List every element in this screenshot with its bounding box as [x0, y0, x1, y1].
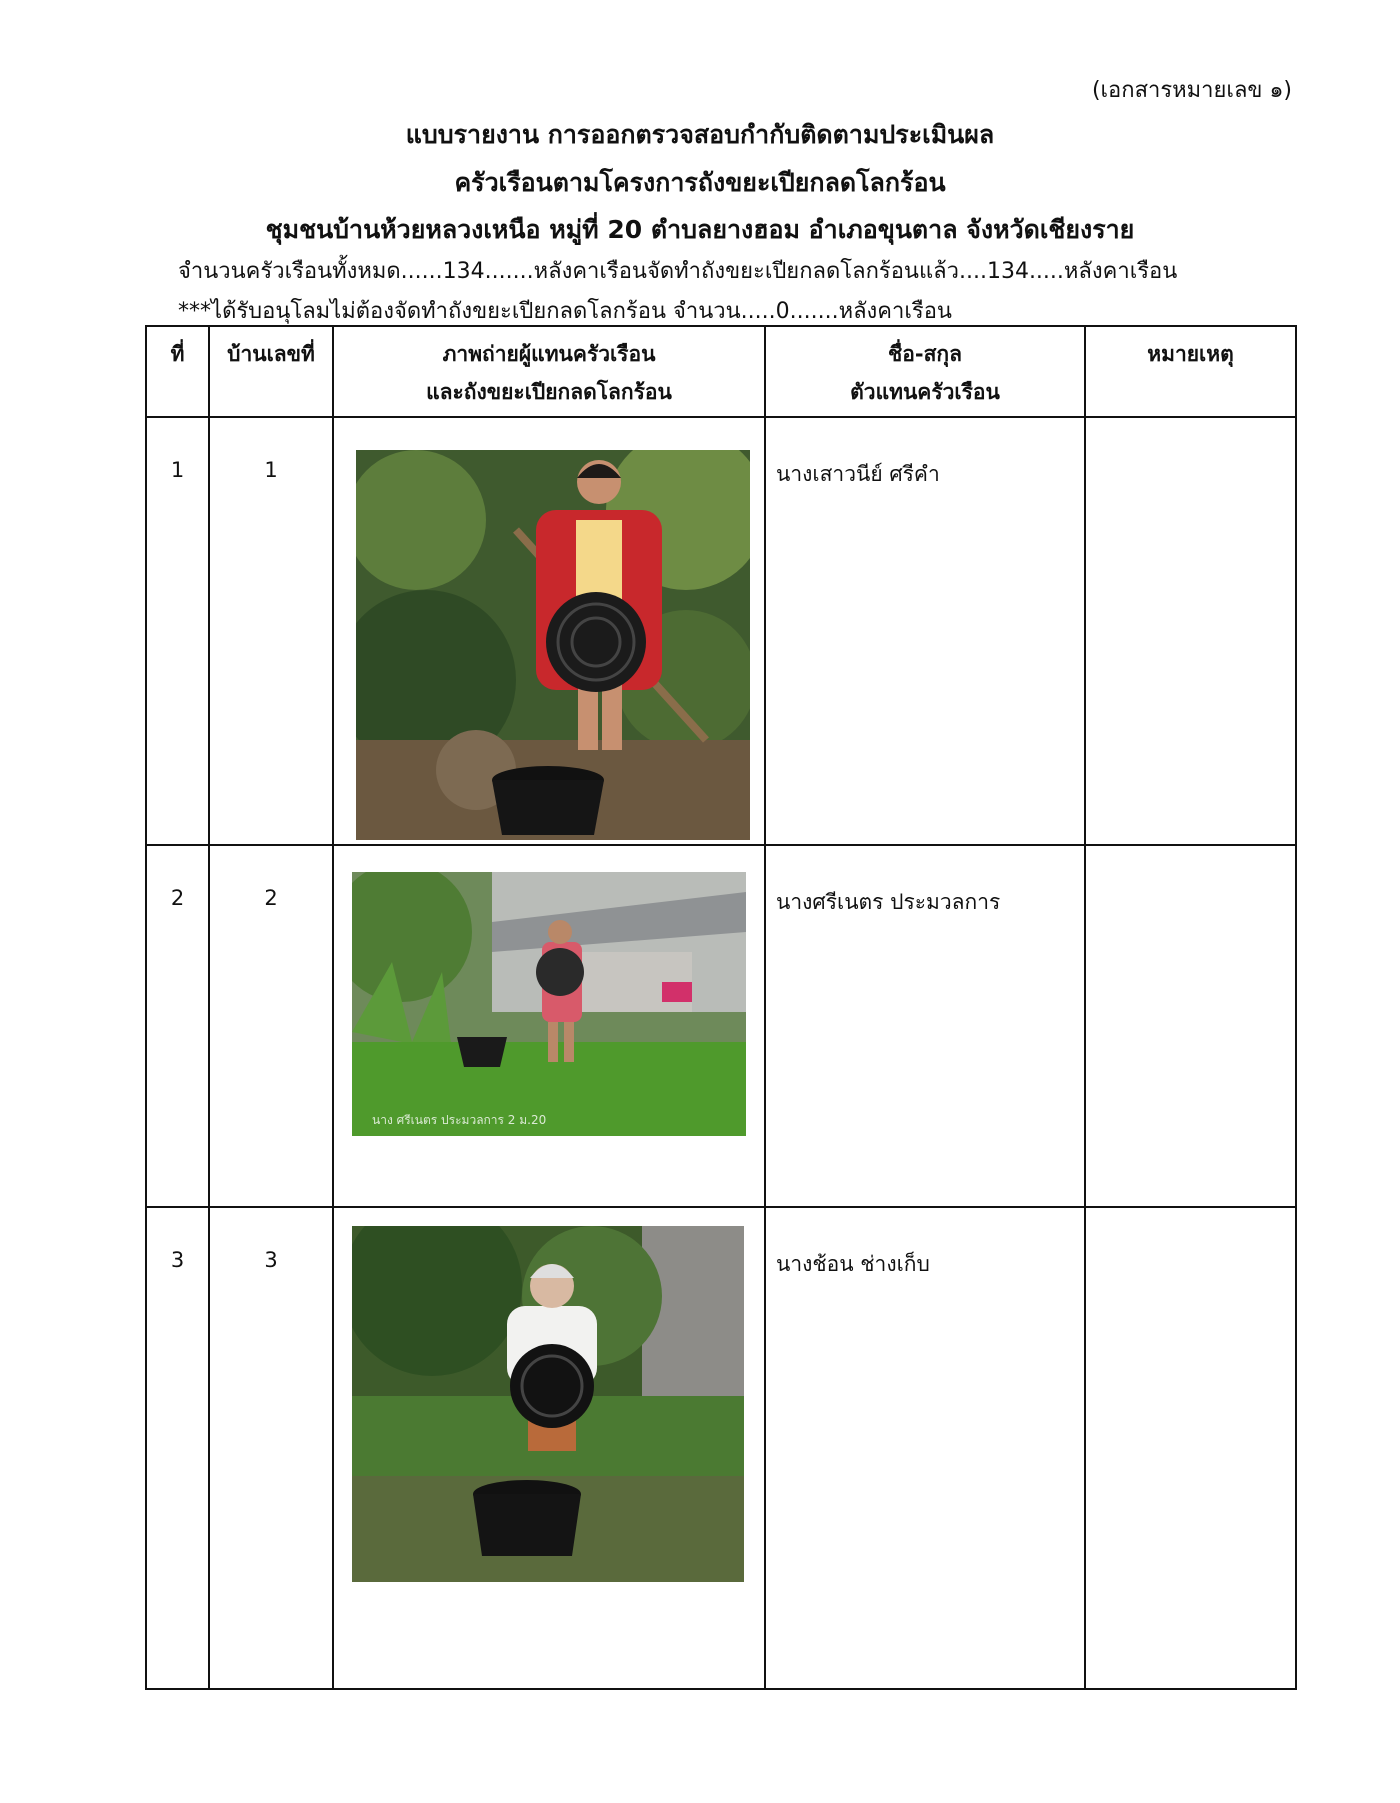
project-title: ครัวเรือนตามโครงการถังขยะเปียกลดโลกร้อน — [454, 168, 946, 197]
row-photo-cell — [333, 417, 765, 845]
household-photo — [352, 1226, 744, 1582]
header-photo-line1: ภาพถ่ายผู้แทนครัวเรือน — [442, 342, 656, 366]
row-name: นางเสาวนีย์ ศรีคำ — [765, 417, 1085, 845]
row-house-no: 1 — [209, 417, 333, 845]
row-photo-cell — [333, 1207, 765, 1689]
row-house-no: 2 — [209, 845, 333, 1207]
document-number: (เอกสารหมายเลข ๑) — [1091, 78, 1292, 103]
row-no: 2 — [146, 845, 209, 1207]
header-photo-line2: และถังขยะเปียกลดโลกร้อน — [426, 380, 672, 404]
row-remark — [1085, 1207, 1296, 1689]
photo-caption: นาง ศรีเนตร ประมวลการ 2 ม.20 — [372, 1113, 547, 1127]
exemption-line: ***ได้รับอนุโลมไม่ต้องจัดทำถังขยะเปียกลดโลกร้อน จำนวน.....0.......หลังคาเรือน — [178, 299, 952, 324]
header-no: ที่ — [146, 326, 209, 417]
header-house-no: บ้านเลขที่ — [209, 326, 333, 417]
row-name: นางช้อน ช่างเก็บ — [765, 1207, 1085, 1689]
header-name-line2: ตัวแทนครัวเรือน — [850, 380, 1000, 404]
header-photo — [333, 326, 765, 417]
table-row — [146, 845, 1296, 1207]
household-photo — [356, 450, 750, 840]
row-name: นางศรีเนตร ประมวลการ — [765, 845, 1085, 1207]
row-house-no: 3 — [209, 1207, 333, 1689]
table-header-row — [146, 326, 1296, 417]
table-row — [146, 1207, 1296, 1689]
report-title: แบบรายงาน การออกตรวจสอบกำกับติดตามประเมินผล — [405, 120, 995, 149]
header-name-line1: ชื่อ-สกุล — [888, 342, 962, 366]
household-report-table — [145, 325, 1297, 1690]
header-name — [765, 326, 1085, 417]
row-remark — [1085, 417, 1296, 845]
row-remark — [1085, 845, 1296, 1207]
header-remark: หมายเหตุ — [1085, 326, 1296, 417]
row-photo-cell — [333, 845, 765, 1207]
household-photo — [352, 872, 746, 1136]
row-no: 1 — [146, 417, 209, 845]
table-row — [146, 417, 1296, 845]
household-photo-frame — [352, 872, 746, 1136]
household-count-line: จำนวนครัวเรือนทั้งหมด......134.......หลังคาเรือนจัดทำถังขยะเปียกลดโลกร้อนแล้ว....134.....หลังคาเรือน — [178, 259, 1178, 284]
row-no: 3 — [146, 1207, 209, 1689]
community-title: ชุมชนบ้านห้วยหลวงเหนือ หมู่ที่ 20 ตำบลยางฮอม อำเภอขุนตาล จังหวัดเชียงราย — [265, 215, 1135, 244]
